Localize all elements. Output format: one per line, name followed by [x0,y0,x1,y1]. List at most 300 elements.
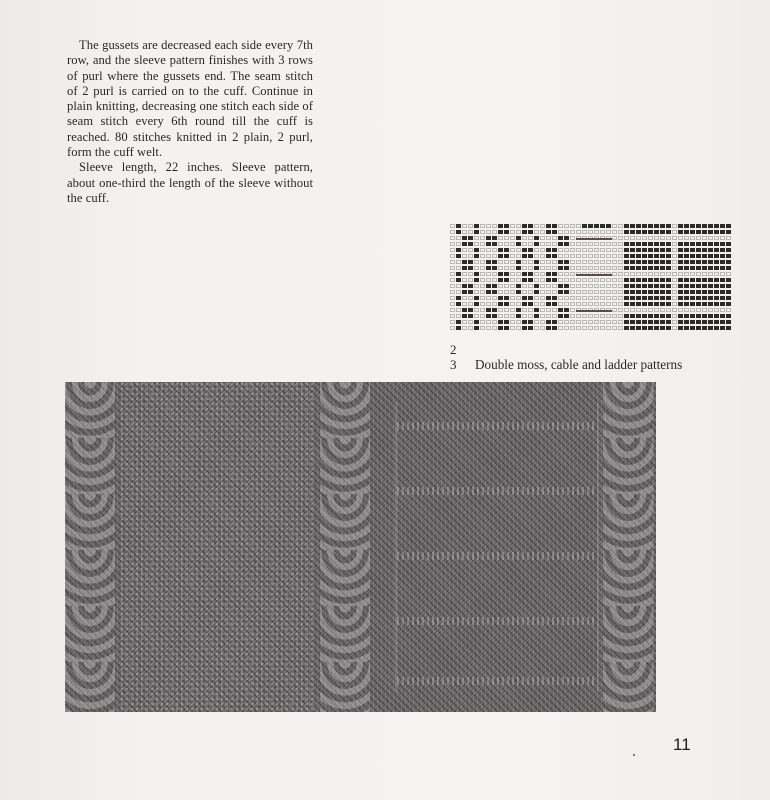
chart-cell [702,296,707,300]
chart-cell [618,248,623,252]
chart-cell [474,284,479,288]
chart-cell [708,224,713,228]
chart-cell [492,230,497,234]
chart-cell [606,242,611,246]
chart-cell [630,320,635,324]
chart-cell [534,260,539,264]
chart-cell [522,296,527,300]
chart-cell [552,242,557,246]
chart-cell [456,278,461,282]
chart-cell [558,266,563,270]
chart-cell [714,260,719,264]
figure-number-2: 2 [450,342,457,357]
chart-cell [516,224,521,228]
chart-cell [642,302,647,306]
chart-cell [642,266,647,270]
chart-cell [660,326,665,330]
chart-cell [618,266,623,270]
chart-cell [570,266,575,270]
chart-cell [654,320,659,324]
chart-cell [480,248,485,252]
chart-cell [474,230,479,234]
chart-cell [570,272,575,276]
chart-cell [702,260,707,264]
chart-cell [588,290,593,294]
chart-cell [516,314,521,318]
chart-cell [666,302,671,306]
chart-cell [726,278,731,282]
chart-cell [498,260,503,264]
chart-cell [582,224,587,228]
chart-cell [648,320,653,324]
chart-cell [576,302,581,306]
chart-cell [684,260,689,264]
chart-cell [492,254,497,258]
chart-cell [678,242,683,246]
chart-cell [474,326,479,330]
chart-cell [480,296,485,300]
chart-cell [582,266,587,270]
chart-cell [588,314,593,318]
chart-cell [696,260,701,264]
chart-cell [534,236,539,240]
chart-cell [594,326,599,330]
chart-cell [570,284,575,288]
chart-cell [522,284,527,288]
chart-cell [462,248,467,252]
chart-cell [714,302,719,306]
chart-cell [558,296,563,300]
chart-cell [672,308,677,312]
chart-cell [456,236,461,240]
chart-cell [504,230,509,234]
chart-cell [498,230,503,234]
chart-cell [552,326,557,330]
chart-cell [666,278,671,282]
chart-cell [534,248,539,252]
chart-cell [486,314,491,318]
chart-cell [600,248,605,252]
chart-cell [468,326,473,330]
chart-cell [726,308,731,312]
chart-cell [594,290,599,294]
chart-cell [654,272,659,276]
chart-cell [486,236,491,240]
chart-cell [606,260,611,264]
chart-cell [624,278,629,282]
chart-cell [534,302,539,306]
chart-cell [690,326,695,330]
chart-cell [684,314,689,318]
chart-cell [510,230,515,234]
chart-cell [612,242,617,246]
chart-cell [504,236,509,240]
chart-cell [684,284,689,288]
chart-cell [594,248,599,252]
chart-cell [450,326,455,330]
chart-cell [648,236,653,240]
chart-cell [546,254,551,258]
chart-cell [714,248,719,252]
chart-cell [498,290,503,294]
chart-cell [498,284,503,288]
ladder-rung [397,617,597,625]
chart-cell [480,230,485,234]
chart-cell [678,284,683,288]
chart-cell [720,308,725,312]
chart-cell [672,272,677,276]
chart-cell [696,326,701,330]
chart-cell [642,308,647,312]
body-text [67,38,313,206]
chart-cell [678,266,683,270]
chart-cell [462,254,467,258]
chart-cell [612,278,617,282]
chart-cell [546,230,551,234]
chart-cell [720,254,725,258]
chart-cell [534,326,539,330]
chart-cell [642,284,647,288]
chart-cell [636,296,641,300]
chart-cell [588,296,593,300]
chart-cell [480,320,485,324]
chart-cell [564,224,569,228]
chart-cell [666,224,671,228]
chart-cell [570,326,575,330]
chart-cell [450,314,455,318]
chart-cell [462,278,467,282]
chart-cell [468,242,473,246]
chart-cell [702,284,707,288]
chart-cell [516,254,521,258]
chart-cell [648,290,653,294]
chart-cell [708,248,713,252]
chart-cell [462,266,467,270]
print-speck [633,754,635,756]
chart-cell [708,242,713,246]
chart-cell [726,224,731,228]
chart-cell [510,326,515,330]
chart-cell [462,242,467,246]
chart-cell [570,320,575,324]
chart-cell [708,260,713,264]
chart-cell [684,230,689,234]
chart-cell [648,242,653,246]
chart-cell [666,320,671,324]
chart-cell [594,278,599,282]
chart-cell [540,290,545,294]
chart-cell [696,230,701,234]
chart-cell [480,314,485,318]
chart-cell [534,308,539,312]
chart-cell [630,230,635,234]
chart-cell [702,248,707,252]
chart-cell [552,254,557,258]
chart-cell [594,296,599,300]
chart-cell [582,230,587,234]
cable-middle [320,382,370,712]
chart-cell [576,326,581,330]
chart-cell [468,320,473,324]
chart-cell [468,296,473,300]
chart-cell [492,284,497,288]
chart-cell [600,284,605,288]
chart-cell [648,260,653,264]
chart-cell [720,272,725,276]
chart-cell [696,224,701,228]
chart-cell [618,314,623,318]
chart-cell [540,296,545,300]
chart-cell [570,296,575,300]
chart-cell [558,284,563,288]
chart-cell [672,236,677,240]
chart-cell [726,266,731,270]
chart-cell [594,314,599,318]
chart-cell [486,290,491,294]
chart-cell [606,320,611,324]
chart-cell [684,296,689,300]
chart-cell [618,326,623,330]
chart-cell [534,314,539,318]
chart-cell [570,290,575,294]
chart-cell [546,308,551,312]
chart-cell [540,224,545,228]
chart-cell [726,302,731,306]
chart-cell [690,236,695,240]
chart-cell [636,248,641,252]
chart-cell [660,248,665,252]
chart-cell [582,248,587,252]
chart-cell [648,254,653,258]
chart-cell [624,302,629,306]
chart-cell [660,290,665,294]
chart-cell [564,302,569,306]
chart-cell [654,254,659,258]
chart-cell [636,320,641,324]
chart-cell [576,230,581,234]
chart-cell [654,242,659,246]
chart-cell [672,230,677,234]
chart-cell [612,290,617,294]
chart-cell [690,242,695,246]
chart-cell [660,230,665,234]
chart-cell [522,320,527,324]
chart-cell [666,266,671,270]
chart-cell [588,260,593,264]
chart-cell [600,260,605,264]
chart-cell [606,326,611,330]
chart-cell [456,320,461,324]
chart-cell [606,230,611,234]
chart-cell [492,302,497,306]
chart-cell [696,278,701,282]
chart-cell [624,260,629,264]
chart-cell [588,278,593,282]
chart-cell [726,230,731,234]
chart-cell [702,254,707,258]
chart-cell [666,248,671,252]
chart-cell [612,248,617,252]
chart-cell [642,230,647,234]
chart-cell [696,236,701,240]
figure-numbers [450,342,457,372]
chart-cell [540,320,545,324]
chart-cell [528,284,533,288]
chart-cell [708,272,713,276]
chart-cell [474,314,479,318]
chart-cell [630,308,635,312]
chart-cell [456,248,461,252]
chart-cell [672,284,677,288]
chart-cell [642,290,647,294]
chart-cell [666,242,671,246]
chart-cell [558,278,563,282]
chart-cell [516,260,521,264]
chart-cell [474,296,479,300]
chart-cell [678,278,683,282]
ladder-panel [395,402,599,692]
chart-cell [714,290,719,294]
chart-cell [528,308,533,312]
chart-cell [552,224,557,228]
chart-cell [678,254,683,258]
chart-cell [474,272,479,276]
chart-cell [528,254,533,258]
chart-cell [576,290,581,294]
chart-cell [678,236,683,240]
chart-cell [606,314,611,318]
chart-cell [540,254,545,258]
chart-cell [720,266,725,270]
chart-cell [564,236,569,240]
chart-cell [714,308,719,312]
chart-cell [456,260,461,264]
chart-cell [546,224,551,228]
chart-cell [540,230,545,234]
chart-cell [600,254,605,258]
chart-cell [558,230,563,234]
chart-cell [672,326,677,330]
chart-cell [636,272,641,276]
chart-cell [720,320,725,324]
chart-cell [612,230,617,234]
chart-cell [624,314,629,318]
chart-cell [474,320,479,324]
chart-cell [636,308,641,312]
chart-cell [660,254,665,258]
chart-cell [618,236,623,240]
chart-cell [666,296,671,300]
chart-cell [498,320,503,324]
chart-cell [522,326,527,330]
chart-cell [690,296,695,300]
chart-cell [672,320,677,324]
chart-cell [618,278,623,282]
chart-cell [600,290,605,294]
chart-cell [498,314,503,318]
ladder-line [576,310,612,312]
chart-cell [570,236,575,240]
chart-cell [642,248,647,252]
chart-cell [534,290,539,294]
chart-cell [498,236,503,240]
chart-cell [582,260,587,264]
chart-cell [672,254,677,258]
chart-cell [504,266,509,270]
chart-cell [516,266,521,270]
chart-cell [450,284,455,288]
chart-cell [456,290,461,294]
chart-cell [540,284,545,288]
chart-cell [696,320,701,324]
chart-cell [528,266,533,270]
chart-cell [492,326,497,330]
chart-cell [558,302,563,306]
chart-cell [522,230,527,234]
chart-cell [564,314,569,318]
chart-cell [624,224,629,228]
chart-cell [540,326,545,330]
chart-cell [654,260,659,264]
chart-cell [504,302,509,306]
chart-cell [726,320,731,324]
chart-cell [708,314,713,318]
chart-cell [642,326,647,330]
chart-cell [630,302,635,306]
chart-cell [576,284,581,288]
chart-cell [564,272,569,276]
chart-cell [558,224,563,228]
chart-cell [672,248,677,252]
chart-cell [480,272,485,276]
chart-cell [612,272,617,276]
chart-cell [720,230,725,234]
chart-cell [540,278,545,282]
chart-cell [480,254,485,258]
chart-cell [600,326,605,330]
chart-cell [528,290,533,294]
figure-caption: Double moss, cable and ladder patterns [475,357,683,372]
chart-cell [678,314,683,318]
chart-cell [480,278,485,282]
chart-cell [534,254,539,258]
chart-cell [570,314,575,318]
chart-cell [630,284,635,288]
chart-cell [492,314,497,318]
chart-cell [492,308,497,312]
chart-cell [474,290,479,294]
chart-cell [570,308,575,312]
chart-cell [636,260,641,264]
chart-cell [486,272,491,276]
chart-cell [552,284,557,288]
chart-cell [696,302,701,306]
chart-cell [552,272,557,276]
chart-cell [576,320,581,324]
chart-cell [624,308,629,312]
chart-cell [528,236,533,240]
chart-cell [486,326,491,330]
chart-cell [588,302,593,306]
chart-cell [642,236,647,240]
chart-cell [696,296,701,300]
chart-cell [480,260,485,264]
chart-cell [582,242,587,246]
chart-cell [516,308,521,312]
chart-cell [522,272,527,276]
chart-cell [624,230,629,234]
chart-cell [636,230,641,234]
